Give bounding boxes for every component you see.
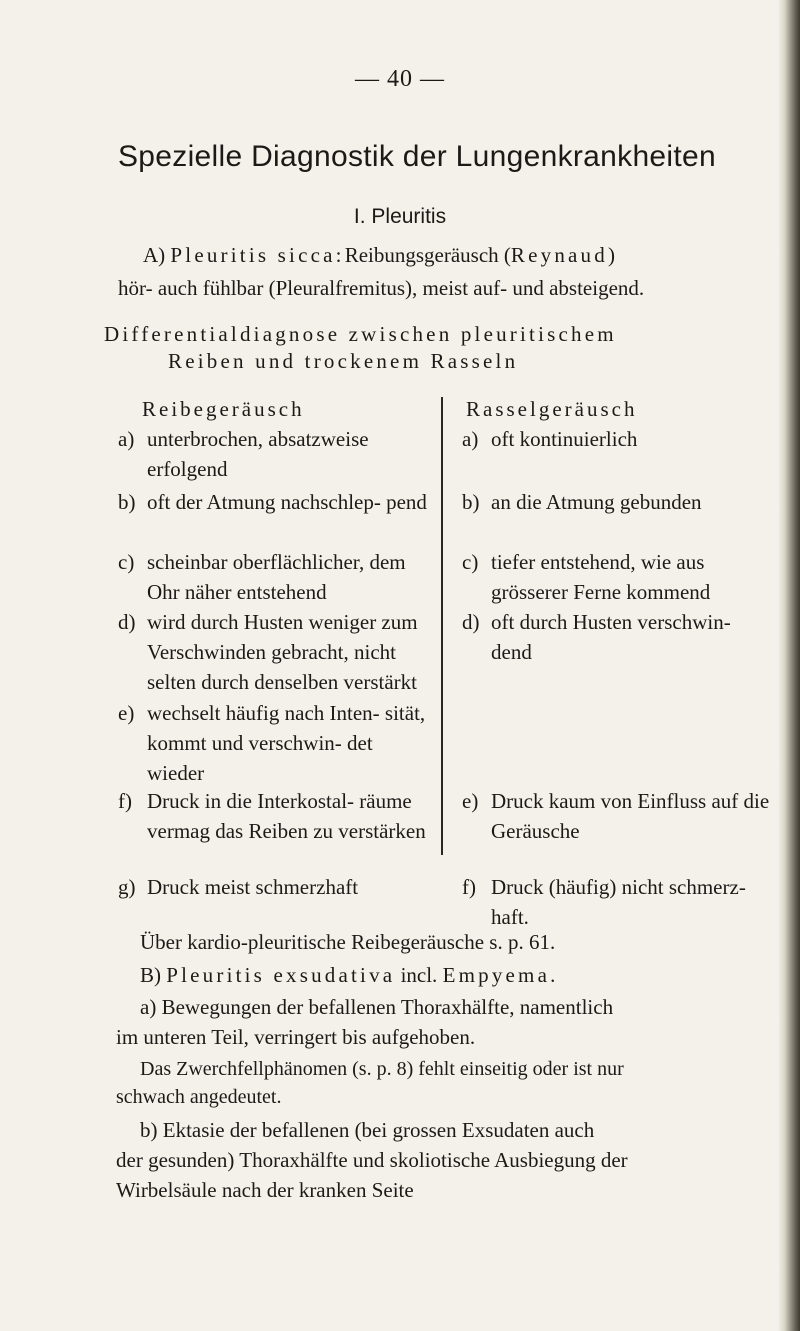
left-item-f-marker: f) [118, 789, 132, 813]
left-item-f [118, 786, 433, 846]
intro-line-1 [143, 243, 615, 268]
section-b-heading [140, 963, 559, 988]
right-item-d [462, 607, 772, 667]
intro-line-2: hör- auch fühlbar (Pleuralfremitus), meist auf- und absteigend. [118, 276, 645, 300]
right-item-d-text: oft durch Husten verschwin- dend [491, 610, 731, 664]
right-item-f-text: Druck (häufig) nicht schmerz- haft. [491, 875, 746, 929]
left-item-b [118, 487, 433, 517]
right-item-e [462, 786, 772, 846]
right-item-c [462, 547, 772, 607]
diff-heading-line-1: Differentialdiagnose zwischen pleuritischem [104, 322, 617, 346]
item-a-line-2: im unteren Teil, verringert bis aufgehoben. [116, 1025, 476, 1049]
right-item-a-marker: a) [462, 427, 479, 451]
right-item-f [462, 872, 772, 932]
left-column-header: Reibegeräusch [142, 397, 305, 421]
intro-term: Pleuritis sicca: [170, 243, 345, 267]
right-column-header: Rasselgeräusch [466, 397, 638, 421]
right-item-c-text: tiefer entstehend, wie aus grösserer Ferne kommend [491, 550, 711, 604]
right-item-f-marker: f) [462, 875, 476, 899]
item-b-line-1: b) Ektasie der befallenen (bei grossen Exsudaten auch [140, 1118, 595, 1142]
left-item-e [118, 698, 433, 788]
page-title: Spezielle Diagnostik der Lungenkrankheiten [118, 140, 716, 173]
section-b-mid: incl. [400, 963, 438, 987]
left-item-e-marker: e) [118, 701, 135, 725]
left-item-c-marker: c) [118, 550, 135, 574]
item-b-line-2: der gesunden) Thoraxhälfte und skoliotische Ausbiegung der [116, 1148, 628, 1172]
section-b-term2: Empyema. [442, 963, 559, 987]
right-item-e-marker: e) [462, 789, 479, 813]
left-item-g [118, 872, 433, 902]
left-item-c [118, 547, 433, 607]
intro-marker: A) [143, 243, 166, 267]
zwerchfell-line-1: Das Zwerchfellphänomen (s. p. 8) fehlt einseitig oder ist nur [140, 1058, 624, 1080]
intro-text: Reibungsgeräusch ( [344, 243, 511, 267]
left-item-d [118, 607, 433, 697]
diff-heading-line-2: Reiben und trockenem Rasseln [168, 349, 519, 373]
zwerchfell-line-2: schwach angedeutet. [116, 1086, 282, 1108]
left-item-c-text: scheinbar oberflächlicher, dem Ohr näher entstehend [147, 550, 406, 604]
item-b-line-3: Wirbelsäule nach der kranken Seite [116, 1178, 414, 1202]
right-item-b [462, 487, 772, 517]
left-item-b-text: oft der Atmung nachschlep- pend [147, 490, 427, 514]
section-heading: I. Pleuritis [353, 205, 447, 228]
right-item-d-marker: d) [462, 610, 480, 634]
section-b-marker: B) [140, 963, 161, 987]
right-item-b-text: an die Atmung gebunden [491, 490, 702, 514]
left-item-d-text: wird durch Husten weniger zum Verschwinden gebracht, nicht selten durch denselben verstärkt [147, 610, 418, 694]
left-item-f-text: Druck in die Interkostal- räume vermag das Reiben zu verstärken [147, 789, 426, 843]
intro-end: ) [607, 243, 615, 267]
intro-author: Reynaud [510, 243, 608, 267]
item-a-line-1: a) Bewegungen der befallenen Thoraxhälfte, namentlich [140, 995, 614, 1019]
section-b-term: Pleuritis exsudativa [166, 963, 396, 987]
left-item-a-text: unterbrochen, absatzweise erfolgend [147, 427, 369, 481]
right-item-a [462, 424, 772, 454]
right-item-b-marker: b) [462, 490, 480, 514]
page-edge-shadow [778, 0, 800, 1331]
page-number: — 40 — [355, 66, 445, 92]
left-item-g-marker: g) [118, 875, 136, 899]
left-item-g-text: Druck meist schmerzhaft [147, 875, 359, 899]
reference-line: Über kardio-pleuritische Reibegeräusche s. p. 61. [140, 930, 556, 954]
right-item-e-text: Druck kaum von Einfluss auf die Geräusche [491, 789, 770, 843]
column-divider [441, 397, 443, 855]
left-item-b-marker: b) [118, 490, 136, 514]
right-item-c-marker: c) [462, 550, 479, 574]
left-item-d-marker: d) [118, 610, 136, 634]
left-item-a [118, 424, 433, 484]
left-item-a-marker: a) [118, 427, 135, 451]
left-item-e-text: wechselt häufig nach Inten- sität, kommt und verschwin- det wieder [147, 701, 426, 785]
right-item-a-text: oft kontinuierlich [491, 427, 638, 451]
